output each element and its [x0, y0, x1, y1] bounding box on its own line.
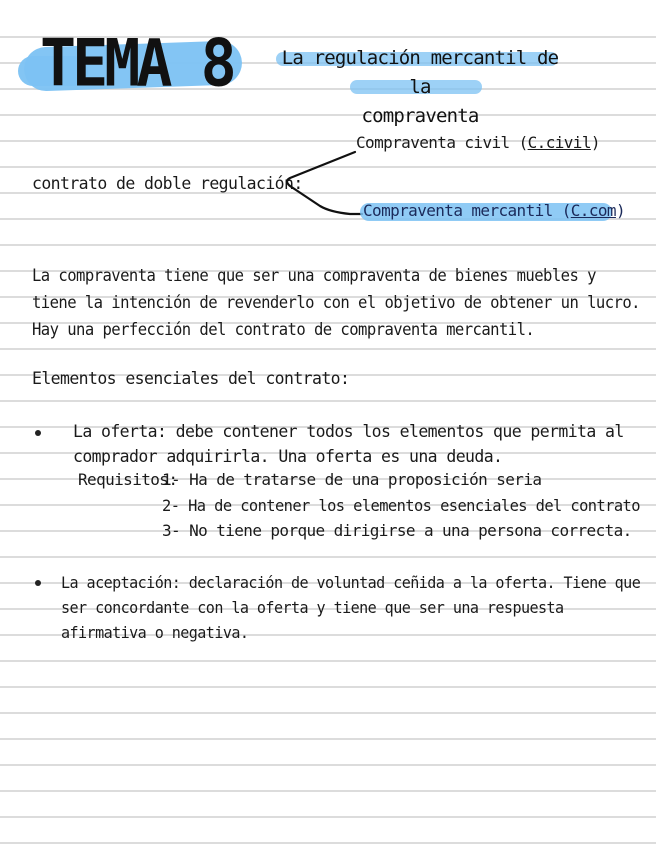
requisito-3: 3- No tiene porque dirigirse a una persona correcta.	[162, 521, 632, 540]
aceptacion-line-2: ser concordante con la oferta y tiene que ser una respuesta	[61, 598, 564, 617]
requisito-1: 1- Ha de tratarse de una proposición seria	[162, 470, 542, 489]
bullet-aceptacion	[61, 570, 640, 645]
paragraph-line-1: La compraventa tiene que ser una compraventa de bienes muebles y	[32, 266, 596, 285]
branch-brace	[280, 140, 370, 220]
elements-heading: Elementos esenciales del contrato:	[32, 369, 350, 388]
requisito-2: 2- Ha de contener los elementos esenciales del contrato	[162, 496, 640, 515]
intro-paragraph	[32, 262, 640, 343]
branch-mercantil-label: Compraventa mercantil (	[363, 201, 571, 220]
branch-mercantil-code: C.com	[570, 201, 616, 220]
bullet-oferta	[73, 419, 624, 469]
bullet-dot-oferta	[35, 430, 41, 436]
branch-civil	[356, 133, 600, 152]
subtitle-line-2: compraventa	[361, 105, 479, 127]
requisitos-label: Requisitos:	[78, 470, 178, 489]
branch-mercantil	[363, 201, 625, 220]
page-subtitle	[270, 44, 570, 131]
paragraph-line-3: Hay una perfección del contrato de compraventa mercantil.	[32, 320, 535, 339]
branch-civil-close: )	[590, 133, 600, 152]
aceptacion-line-3: afirmativa o negativa.	[61, 623, 249, 642]
oferta-line-1: La oferta: debe contener todos los elementos que permita al	[73, 422, 624, 441]
subtitle-line-1: La regulación mercantil de la	[281, 47, 559, 98]
paragraph-line-2: tiene la intención de revenderlo con el objetivo de obtener un lucro.	[32, 293, 640, 312]
bullet-dot-aceptacion	[35, 580, 41, 586]
branch-mercantil-close: )	[615, 201, 625, 220]
diagram-root: contrato de doble regulación:	[32, 174, 303, 193]
oferta-line-2: comprador adquirirla. Una oferta es una deuda.	[73, 447, 503, 466]
page-title: TEMA 8	[40, 26, 233, 102]
aceptacion-line-1: La aceptación: declaración de voluntad ceñida a la oferta. Tiene que	[61, 573, 641, 592]
branch-civil-label: Compraventa civil (	[356, 133, 528, 152]
branch-civil-code: C.civil	[527, 133, 591, 152]
